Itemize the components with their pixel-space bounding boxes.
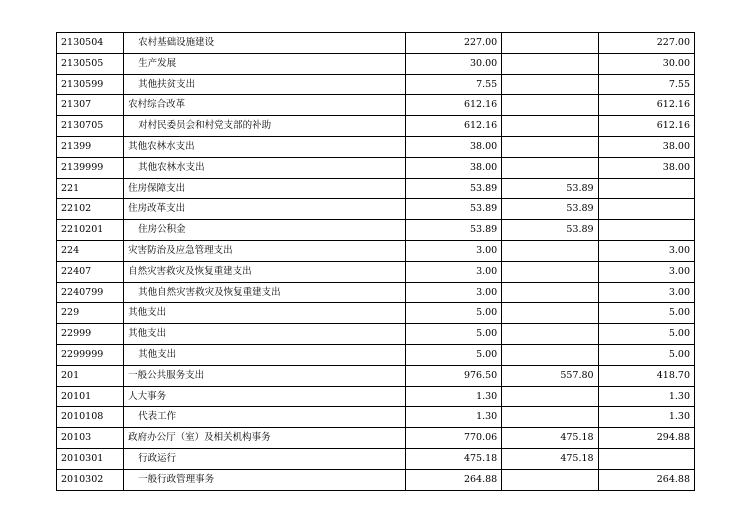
table-row [57,199,695,220]
code-cell: 224 [57,240,124,261]
code-cell: 22407 [57,261,124,282]
code-cell: 2130505 [57,53,124,74]
code-cell: 2210201 [57,220,124,241]
table-row [57,386,695,407]
table-row [57,428,695,449]
basic-expense-cell [502,95,598,116]
table-row [57,136,695,157]
name-cell: 行政运行 [124,448,406,469]
basic-expense-cell: 53.89 [502,220,598,241]
basic-expense-cell [502,469,598,490]
basic-expense-cell [502,344,598,365]
project-expense-cell: 1.30 [598,386,694,407]
total-amount-cell: 1.30 [405,386,501,407]
name-cell: 一般行政管理事务 [124,469,406,490]
total-amount-cell: 5.00 [405,303,501,324]
basic-expense-cell [502,407,598,428]
table-row [57,344,695,365]
total-amount-cell: 7.55 [405,74,501,95]
project-expense-cell: 227.00 [598,33,694,54]
code-cell: 22999 [57,324,124,345]
basic-expense-cell [502,136,598,157]
name-cell: 其他支出 [124,324,406,345]
code-cell: 221 [57,178,124,199]
project-expense-cell [598,178,694,199]
table-row [57,469,695,490]
total-amount-cell: 53.89 [405,199,501,220]
basic-expense-cell [502,74,598,95]
budget-table [56,32,695,491]
total-amount-cell: 227.00 [405,33,501,54]
name-cell: 代表工作 [124,407,406,428]
total-amount-cell: 38.00 [405,136,501,157]
table-row [57,448,695,469]
table-row [57,324,695,345]
project-expense-cell [598,220,694,241]
total-amount-cell: 475.18 [405,448,501,469]
project-expense-cell: 294.88 [598,428,694,449]
code-cell: 20101 [57,386,124,407]
table-row [57,74,695,95]
name-cell: 农村综合改革 [124,95,406,116]
table-row [57,220,695,241]
project-expense-cell: 5.00 [598,303,694,324]
name-cell: 灾害防治及应急管理支出 [124,240,406,261]
code-cell: 22102 [57,199,124,220]
total-amount-cell: 3.00 [405,240,501,261]
project-expense-cell: 38.00 [598,136,694,157]
table-row [57,303,695,324]
code-cell: 2130504 [57,33,124,54]
table-row [57,407,695,428]
total-amount-cell: 1.30 [405,407,501,428]
project-expense-cell: 3.00 [598,282,694,303]
total-amount-cell: 3.00 [405,282,501,303]
code-cell: 201 [57,365,124,386]
basic-expense-cell: 557.80 [502,365,598,386]
name-cell: 人大事务 [124,386,406,407]
name-cell: 对村民委员会和村党支部的补助 [124,116,406,137]
project-expense-cell: 30.00 [598,53,694,74]
code-cell: 21399 [57,136,124,157]
project-expense-cell: 1.30 [598,407,694,428]
basic-expense-cell [502,386,598,407]
project-expense-cell: 418.70 [598,365,694,386]
project-expense-cell: 5.00 [598,324,694,345]
total-amount-cell: 612.16 [405,116,501,137]
basic-expense-cell [502,261,598,282]
basic-expense-cell [502,53,598,74]
table-row [57,53,695,74]
total-amount-cell: 53.89 [405,220,501,241]
basic-expense-cell [502,324,598,345]
total-amount-cell: 770.06 [405,428,501,449]
name-cell: 其他农林水支出 [124,157,406,178]
name-cell: 其他支出 [124,344,406,365]
basic-expense-cell [502,116,598,137]
code-cell: 2139999 [57,157,124,178]
code-cell: 21307 [57,95,124,116]
name-cell: 其他扶贫支出 [124,74,406,95]
basic-expense-cell: 475.18 [502,428,598,449]
code-cell: 20103 [57,428,124,449]
name-cell: 一般公共服务支出 [124,365,406,386]
total-amount-cell: 976.50 [405,365,501,386]
table-row [57,33,695,54]
name-cell: 其他支出 [124,303,406,324]
total-amount-cell: 5.00 [405,324,501,345]
table-row [57,116,695,137]
basic-expense-cell: 475.18 [502,448,598,469]
basic-expense-cell: 53.89 [502,199,598,220]
table-row [57,261,695,282]
project-expense-cell: 5.00 [598,344,694,365]
table-row [57,282,695,303]
name-cell: 住房改革支出 [124,199,406,220]
code-cell: 2010108 [57,407,124,428]
project-expense-cell [598,448,694,469]
table-row [57,178,695,199]
table-row [57,365,695,386]
project-expense-cell: 7.55 [598,74,694,95]
project-expense-cell [598,199,694,220]
total-amount-cell: 53.89 [405,178,501,199]
project-expense-cell: 3.00 [598,261,694,282]
budget-table-body [57,33,695,491]
total-amount-cell: 30.00 [405,53,501,74]
total-amount-cell: 3.00 [405,261,501,282]
name-cell: 住房保障支出 [124,178,406,199]
name-cell: 其他农林水支出 [124,136,406,157]
basic-expense-cell [502,303,598,324]
name-cell: 农村基础设施建设 [124,33,406,54]
name-cell: 住房公积金 [124,220,406,241]
code-cell: 2240799 [57,282,124,303]
code-cell: 2130705 [57,116,124,137]
project-expense-cell: 612.16 [598,95,694,116]
basic-expense-cell [502,240,598,261]
code-cell: 2130599 [57,74,124,95]
name-cell: 自然灾害救灾及恢复重建支出 [124,261,406,282]
basic-expense-cell [502,282,598,303]
project-expense-cell: 264.88 [598,469,694,490]
name-cell: 政府办公厅（室）及相关机构事务 [124,428,406,449]
total-amount-cell: 38.00 [405,157,501,178]
project-expense-cell: 612.16 [598,116,694,137]
code-cell: 2010301 [57,448,124,469]
code-cell: 2010302 [57,469,124,490]
basic-expense-cell [502,157,598,178]
basic-expense-cell: 53.89 [502,178,598,199]
project-expense-cell: 38.00 [598,157,694,178]
project-expense-cell: 3.00 [598,240,694,261]
code-cell: 2299999 [57,344,124,365]
basic-expense-cell [502,33,598,54]
table-row [57,157,695,178]
name-cell: 生产发展 [124,53,406,74]
total-amount-cell: 5.00 [405,344,501,365]
name-cell: 其他自然灾害救灾及恢复重建支出 [124,282,406,303]
total-amount-cell: 612.16 [405,95,501,116]
total-amount-cell: 264.88 [405,469,501,490]
code-cell: 229 [57,303,124,324]
table-row [57,95,695,116]
table-row [57,240,695,261]
